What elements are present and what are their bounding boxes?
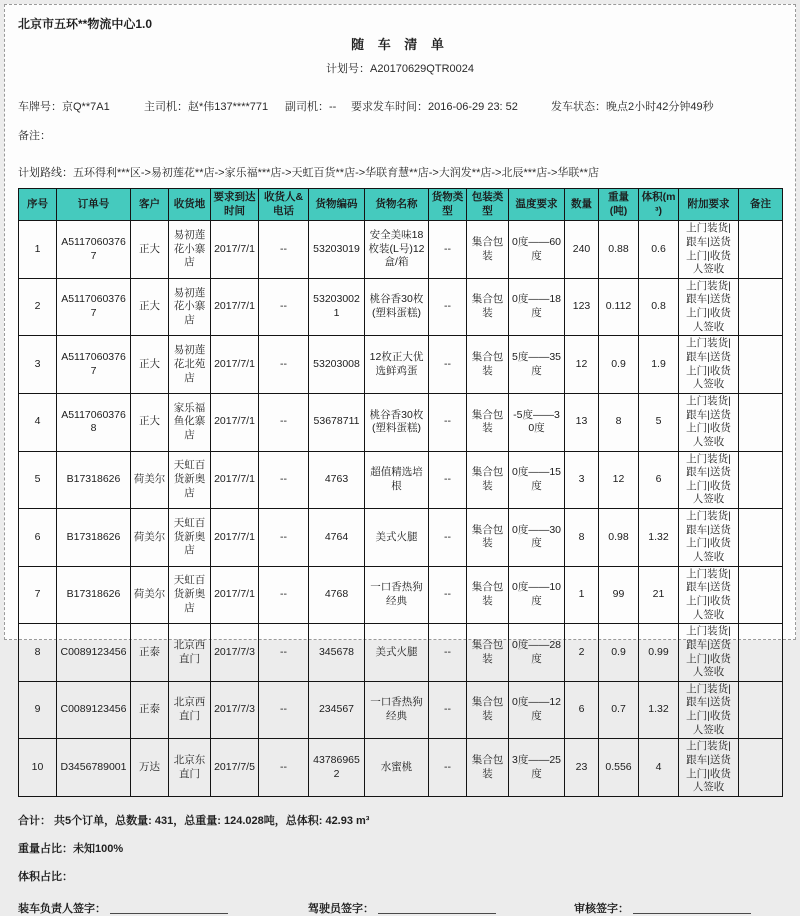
table-cell: 345678 xyxy=(309,624,365,682)
column-header: 温度要求 xyxy=(509,189,565,221)
table-cell xyxy=(739,336,783,394)
table-cell: 集合包装 xyxy=(467,566,509,624)
table-cell xyxy=(739,451,783,509)
table-cell xyxy=(739,681,783,739)
driver-signature-field[interactable] xyxy=(378,900,496,914)
table-cell: 上门装货|跟车|送货上门|收货人签收 xyxy=(679,336,739,394)
table-cell: 0度——15度 xyxy=(509,451,565,509)
auditor-signature-field[interactable] xyxy=(633,900,751,914)
table-cell: 4764 xyxy=(309,509,365,567)
table-cell: 21 xyxy=(639,566,679,624)
column-header: 收货地 xyxy=(169,189,211,221)
table-cell: 0.99 xyxy=(639,624,679,682)
table-cell: A51170603767 xyxy=(57,221,131,279)
table-cell: 2017/7/1 xyxy=(211,509,259,567)
table-cell: 53203019 xyxy=(309,221,365,279)
table-cell: 安全美味18枚装(L号)12盒/箱 xyxy=(365,221,429,279)
table-cell: 4 xyxy=(19,393,57,451)
main-driver: 主司机：赵*伟137****771 xyxy=(144,101,269,113)
table-cell: 1 xyxy=(19,221,57,279)
table-cell: 万达 xyxy=(131,739,169,797)
table-cell: 2 xyxy=(19,278,57,336)
table-cell: 集合包装 xyxy=(467,221,509,279)
table-cell: 水蜜桃 xyxy=(365,739,429,797)
table-cell: 8 xyxy=(599,393,639,451)
table-cell: 4 xyxy=(639,739,679,797)
table-cell: 53203008 xyxy=(309,336,365,394)
table-cell: 9 xyxy=(19,681,57,739)
document-page xyxy=(4,4,796,915)
column-header: 体积(m³) xyxy=(639,189,679,221)
table-cell: 0.98 xyxy=(599,509,639,567)
table-cell: 437869652 xyxy=(309,739,365,797)
table-cell: 0度——10度 xyxy=(509,566,565,624)
table-cell: A51170603767 xyxy=(57,278,131,336)
table-cell: 12 xyxy=(565,336,599,394)
table-cell: 易初莲花小寨店 xyxy=(169,221,211,279)
co-driver: 副司机：-- xyxy=(285,101,337,113)
table-cell: 5度——35度 xyxy=(509,336,565,394)
table-cell: A51170603767 xyxy=(57,336,131,394)
column-header: 附加要求 xyxy=(679,189,739,221)
table-cell: 2017/7/5 xyxy=(211,739,259,797)
table-cell: 5 xyxy=(19,451,57,509)
table-cell: 2017/7/1 xyxy=(211,451,259,509)
table-cell: 美式火腿 xyxy=(365,509,429,567)
table-row xyxy=(19,566,783,624)
column-header: 货物编码 xyxy=(309,189,365,221)
table-cell: -- xyxy=(259,681,309,739)
table-cell: 正大 xyxy=(131,393,169,451)
table-cell: 集合包装 xyxy=(467,681,509,739)
table-cell: 正泰 xyxy=(131,624,169,682)
table-cell: 6 xyxy=(639,451,679,509)
table-cell: 荷美尔 xyxy=(131,451,169,509)
table-cell: 0.88 xyxy=(599,221,639,279)
table-cell: 3 xyxy=(19,336,57,394)
company-title: 北京市五环**物流中心1.0 xyxy=(18,17,153,31)
table-cell: 8 xyxy=(19,624,57,682)
table-cell: 0度——30度 xyxy=(509,509,565,567)
column-header: 包装类型 xyxy=(467,189,509,221)
table-cell: -- xyxy=(429,739,467,797)
table-row xyxy=(19,509,783,567)
table-cell: 532030021 xyxy=(309,278,365,336)
table-cell: 0度——12度 xyxy=(509,681,565,739)
planned-route: 计划路线：五环得利***区->易初莲花**店->家乐福***店->天虹百货**店->华联育慧**店->大润发**店->北辰***店->华联**店 xyxy=(18,167,599,179)
column-header: 订单号 xyxy=(57,189,131,221)
table-cell xyxy=(739,566,783,624)
table-header-row xyxy=(19,189,783,221)
column-header: 序号 xyxy=(19,189,57,221)
table-cell: -- xyxy=(429,681,467,739)
table-cell: 2017/7/1 xyxy=(211,336,259,394)
table-cell: 5 xyxy=(639,393,679,451)
table-cell: 13 xyxy=(565,393,599,451)
table-cell: 12 xyxy=(599,451,639,509)
table-cell: -- xyxy=(259,739,309,797)
table-cell: 上门装货|跟车|送货上门|收货人签收 xyxy=(679,451,739,509)
table-cell: 1 xyxy=(565,566,599,624)
manifest-table xyxy=(18,188,783,797)
table-cell: 8 xyxy=(565,509,599,567)
auditor-signature-label: 审核签字： xyxy=(574,902,629,915)
table-cell: 上门装货|跟车|送货上门|收货人签收 xyxy=(679,221,739,279)
table-cell: -- xyxy=(259,451,309,509)
table-cell: 12枚正大优选鲜鸡蛋 xyxy=(365,336,429,394)
table-row xyxy=(19,451,783,509)
table-cell: 2017/7/1 xyxy=(211,278,259,336)
table-cell: 美式火腿 xyxy=(365,624,429,682)
table-row xyxy=(19,221,783,279)
table-cell: 上门装货|跟车|送货上门|收货人签收 xyxy=(679,393,739,451)
table-cell: 北京东直门 xyxy=(169,739,211,797)
table-cell: 0.112 xyxy=(599,278,639,336)
table-cell: 0度——60度 xyxy=(509,221,565,279)
table-cell: 2017/7/1 xyxy=(211,393,259,451)
table-cell xyxy=(739,221,783,279)
loader-signature-label: 装车负责人签字： xyxy=(18,902,106,915)
departure-status: 发车状态：晚点2小时42分钟49秒 xyxy=(551,101,714,113)
table-cell: 7 xyxy=(19,566,57,624)
table-cell: 2017/7/3 xyxy=(211,624,259,682)
table-cell xyxy=(739,509,783,567)
table-cell: 1.32 xyxy=(639,681,679,739)
table-cell: 上门装货|跟车|送货上门|收货人签收 xyxy=(679,624,739,682)
table-cell: 集合包装 xyxy=(467,509,509,567)
plan-number: 计划号：A20170629QTR0024 xyxy=(326,63,474,75)
table-cell: -- xyxy=(259,566,309,624)
table-cell: 正大 xyxy=(131,336,169,394)
table-cell: 集合包装 xyxy=(467,624,509,682)
remark-label: 备注： xyxy=(18,130,51,142)
table-cell: 23 xyxy=(565,739,599,797)
table-cell: 2017/7/1 xyxy=(211,221,259,279)
plate-number: 车牌号：京Q**7A1 xyxy=(18,101,110,113)
table-cell: D3456789001 xyxy=(57,739,131,797)
table-cell: 0.6 xyxy=(639,221,679,279)
table-cell: 集合包装 xyxy=(467,278,509,336)
table-cell: 集合包装 xyxy=(467,393,509,451)
table-cell: B17318626 xyxy=(57,509,131,567)
table-cell: -- xyxy=(259,221,309,279)
table-row xyxy=(19,393,783,451)
table-cell: C0089123456 xyxy=(57,681,131,739)
table-cell: B17318626 xyxy=(57,566,131,624)
table-cell: 4763 xyxy=(309,451,365,509)
table-cell: 0度——18度 xyxy=(509,278,565,336)
column-header: 收货人&电话 xyxy=(259,189,309,221)
driver-signature-label: 驾驶员签字： xyxy=(308,902,374,915)
table-row xyxy=(19,278,783,336)
table-cell: 易初莲花小寨店 xyxy=(169,278,211,336)
table-row xyxy=(19,739,783,797)
table-cell: -- xyxy=(259,278,309,336)
table-cell: B17318626 xyxy=(57,451,131,509)
table-cell: 3度——25度 xyxy=(509,739,565,797)
table-cell xyxy=(739,624,783,682)
table-cell: 6 xyxy=(565,681,599,739)
table-cell: 荷美尔 xyxy=(131,566,169,624)
table-cell: -- xyxy=(429,336,467,394)
column-header: 要求到达时间 xyxy=(211,189,259,221)
table-cell: 0度——28度 xyxy=(509,624,565,682)
volume-ratio: 体积占比： xyxy=(18,870,73,883)
table-cell: 桃谷香30枚(塑料蛋糕) xyxy=(365,393,429,451)
table-cell: 4768 xyxy=(309,566,365,624)
table-cell: -- xyxy=(429,624,467,682)
table-cell: 一口香热狗经典 xyxy=(365,681,429,739)
table-cell: 53678711 xyxy=(309,393,365,451)
table-cell: 234567 xyxy=(309,681,365,739)
table-cell: 一口香热狗经典 xyxy=(365,566,429,624)
table-cell: 上门装货|跟车|送货上门|收货人签收 xyxy=(679,681,739,739)
table-cell: 荷美尔 xyxy=(131,509,169,567)
table-cell: -- xyxy=(429,393,467,451)
table-cell: 240 xyxy=(565,221,599,279)
table-cell: -5度——30度 xyxy=(509,393,565,451)
table-cell: -- xyxy=(429,509,467,567)
table-cell: 0.7 xyxy=(599,681,639,739)
table-cell: 上门装货|跟车|送货上门|收货人签收 xyxy=(679,566,739,624)
table-cell: 0.8 xyxy=(639,278,679,336)
table-cell: 1.32 xyxy=(639,509,679,567)
table-cell: 3 xyxy=(565,451,599,509)
table-cell: -- xyxy=(259,336,309,394)
table-cell: 家乐福鱼化寨店 xyxy=(169,393,211,451)
table-cell xyxy=(739,278,783,336)
table-cell: 上门装货|跟车|送货上门|收货人签收 xyxy=(679,509,739,567)
table-row xyxy=(19,624,783,682)
table-row xyxy=(19,336,783,394)
table-cell: 上门装货|跟车|送货上门|收货人签收 xyxy=(679,278,739,336)
table-cell: 北京西直门 xyxy=(169,624,211,682)
table-cell: 10 xyxy=(19,739,57,797)
table-cell: 超值精选培根 xyxy=(365,451,429,509)
table-row xyxy=(19,681,783,739)
table-cell: 集合包装 xyxy=(467,739,509,797)
table-cell: 6 xyxy=(19,509,57,567)
table-cell: 正泰 xyxy=(131,681,169,739)
weight-ratio: 重量占比：未知100% xyxy=(18,842,124,855)
column-header: 备注 xyxy=(739,189,783,221)
table-cell xyxy=(739,393,783,451)
table-cell: C0089123456 xyxy=(57,624,131,682)
table-cell: -- xyxy=(259,393,309,451)
table-cell: 北京西直门 xyxy=(169,681,211,739)
table-cell: 0.556 xyxy=(599,739,639,797)
table-cell xyxy=(739,739,783,797)
table-cell: 易初莲花北苑店 xyxy=(169,336,211,394)
table-cell: 天虹百货新奥店 xyxy=(169,566,211,624)
table-cell: -- xyxy=(429,566,467,624)
table-cell: 2017/7/3 xyxy=(211,681,259,739)
column-header: 数量 xyxy=(565,189,599,221)
table-cell: 1.9 xyxy=(639,336,679,394)
table-cell: 2 xyxy=(565,624,599,682)
table-cell: -- xyxy=(259,509,309,567)
column-header: 货物名称 xyxy=(365,189,429,221)
table-cell: 天虹百货新奥店 xyxy=(169,451,211,509)
loader-signature-field[interactable] xyxy=(110,900,228,914)
column-header: 重量(吨) xyxy=(599,189,639,221)
table-cell: -- xyxy=(429,451,467,509)
table-cell: 2017/7/1 xyxy=(211,566,259,624)
column-header: 客户 xyxy=(131,189,169,221)
table-cell: 99 xyxy=(599,566,639,624)
table-cell: -- xyxy=(429,221,467,279)
page-title: 随 车 清 单 xyxy=(351,37,449,52)
table-cell: -- xyxy=(259,624,309,682)
table-cell: 集合包装 xyxy=(467,336,509,394)
column-header: 货物类型 xyxy=(429,189,467,221)
table-cell: A51170603768 xyxy=(57,393,131,451)
table-cell: 天虹百货新奥店 xyxy=(169,509,211,567)
table-cell: 正大 xyxy=(131,221,169,279)
table-cell: 上门装货|跟车|送货上门|收货人签收 xyxy=(679,739,739,797)
table-cell: -- xyxy=(429,278,467,336)
vehicle-info-row xyxy=(18,98,782,114)
table-cell: 0.9 xyxy=(599,336,639,394)
signature-row xyxy=(18,900,782,916)
table-cell: 集合包装 xyxy=(467,451,509,509)
table-cell: 正大 xyxy=(131,278,169,336)
table-cell: 桃谷香30枚(塑料蛋糕) xyxy=(365,278,429,336)
departure-time: 要求发车时间：2016-06-29 23: 52 xyxy=(351,101,518,113)
table-cell: 0.9 xyxy=(599,624,639,682)
table-cell: 123 xyxy=(565,278,599,336)
totals-summary: 合计： 共5个订单，总数量: 431，总重量: 124.028吨，总体积: 42.93 m³ xyxy=(18,814,370,827)
